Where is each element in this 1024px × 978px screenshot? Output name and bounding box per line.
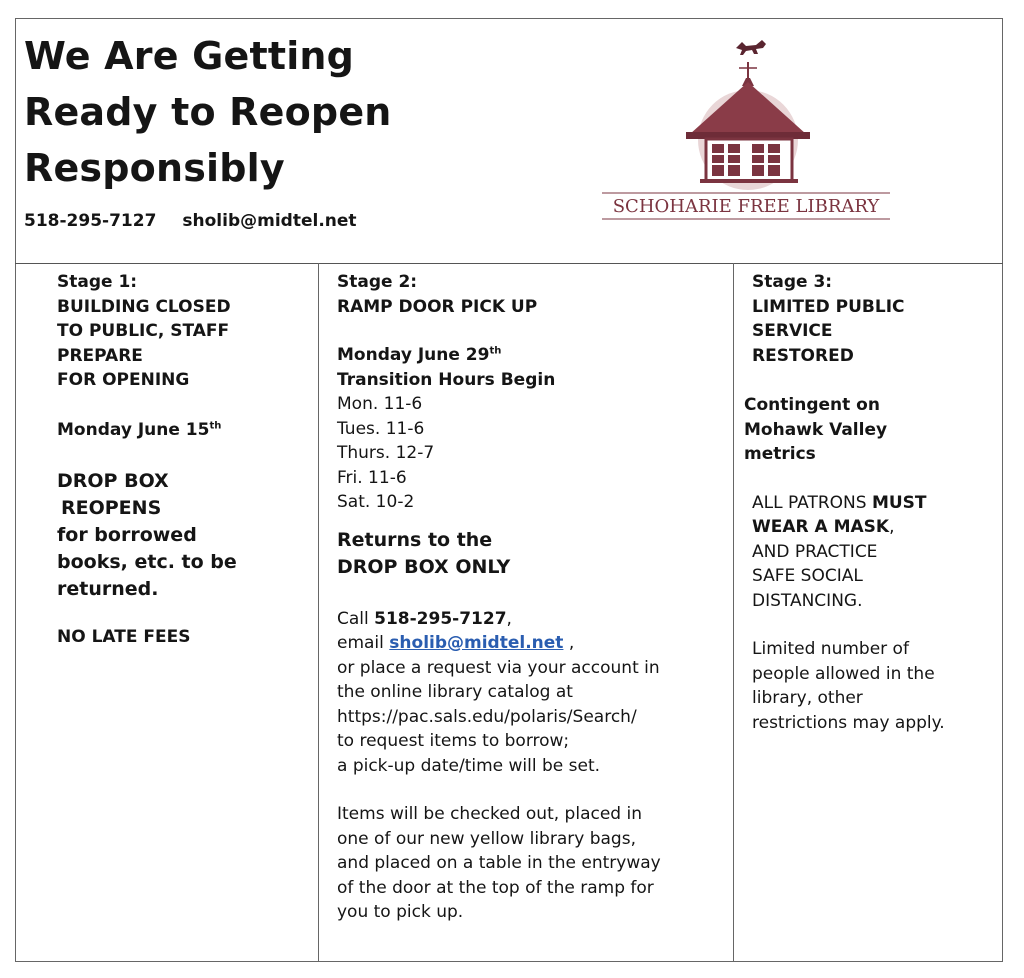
stage-1-status-line: BUILDING CLOSED: [57, 296, 231, 317]
dropbox-detail: books, etc. to be: [57, 551, 237, 573]
contingent-line: Mohawk Valley: [744, 419, 888, 440]
contact-info: [24, 211, 357, 231]
limited-line: Limited number of: [752, 639, 909, 659]
items-line: and placed on a table in the entryway: [337, 853, 661, 873]
email-link[interactable]: sholib@midtel.net: [389, 633, 564, 653]
dropbox-detail: for borrowed: [57, 524, 197, 546]
column-divider-2: [733, 263, 734, 962]
stage-1-status-line: FOR OPENING: [57, 370, 190, 390]
stage-3-status-line: SERVICE: [752, 321, 833, 341]
dropbox-line: REOPENS: [61, 497, 162, 519]
header-divider: [15, 263, 1003, 264]
hours-row: Thurs. 12-7: [337, 443, 435, 463]
hours-row: Fri. 11-6: [337, 467, 407, 488]
stage-1-status-line: PREPARE: [57, 345, 143, 366]
stage-1-heading: Stage 1:: [57, 272, 138, 292]
phone-number: 518-295-7127: [24, 211, 157, 231]
stage-2-date: Monday June 29th: [337, 345, 502, 365]
returns-line: DROP BOX ONLY: [337, 555, 511, 578]
stage-3-heading: Stage 3:: [752, 272, 833, 292]
limited-line: people allowed in the: [752, 663, 935, 684]
logo-text: SCHOHARIE FREE LIBRARY: [612, 196, 880, 217]
items-line: one of our new yellow library bags,: [337, 828, 636, 849]
mask-line: AND PRACTICE: [752, 541, 878, 562]
stage-1-dropbox: [57, 468, 307, 603]
limited-line: restrictions may apply.: [752, 712, 945, 733]
weathervane-icon: [736, 40, 766, 86]
title-line: We Are Getting: [24, 34, 355, 78]
stage-2-heading: Stage 2:: [337, 272, 418, 292]
title-line: Ready to Reopen: [24, 90, 392, 134]
stage-2-transition: Transition Hours Begin: [337, 369, 556, 390]
mask-line: DISTANCING.: [752, 590, 863, 611]
stage-1-date: Monday June 15th: [57, 419, 222, 440]
contingent-line: Contingent on: [744, 395, 880, 415]
stage-1-status-line: TO PUBLIC, STAFF: [57, 321, 230, 341]
request-line: or place a request via your account in: [337, 657, 660, 678]
library-logo: [596, 30, 896, 230]
stage-2-status: RAMP DOOR PICK UP: [337, 296, 538, 317]
limited-line: library, other: [752, 688, 863, 708]
dropbox-detail: returned.: [57, 578, 159, 600]
title-line: Responsibly: [24, 146, 285, 190]
email-line: email sholib@midtel.net ,: [337, 633, 575, 653]
mask-line: WEAR A MASK,: [752, 517, 895, 537]
stage-2-column: [337, 270, 727, 925]
request-line: a pick-up date/time will be set.: [337, 755, 601, 776]
request-line: to request items to borrow;: [337, 731, 570, 751]
no-late-fees: NO LATE FEES: [57, 627, 191, 647]
call-line: Call 518-295-7127,: [337, 608, 512, 629]
stage-3-column: [744, 270, 995, 735]
stage-3-status-line: LIMITED PUBLIC: [752, 296, 905, 317]
stage-1-column: [57, 270, 307, 650]
stage-3-status-line: RESTORED: [752, 345, 854, 366]
catalog-url: https://pac.sals.edu/polaris/Search/: [337, 706, 637, 727]
mask-line: ALL PATRONS MUST: [752, 492, 927, 513]
contingent-line: metrics: [744, 444, 816, 464]
hours-row: Mon. 11-6: [337, 394, 423, 414]
call-phone: 518-295-7127: [374, 608, 507, 629]
column-divider-1: [318, 263, 319, 962]
dropbox-line: DROP BOX: [57, 470, 169, 492]
mask-line: SAFE SOCIAL: [752, 566, 863, 586]
page-title: [24, 28, 392, 196]
returns-line: Returns to the: [337, 528, 493, 551]
items-line: you to pick up.: [337, 902, 464, 922]
items-line: of the door at the top of the ramp for: [337, 877, 654, 898]
hours-row: Sat. 10-2: [337, 492, 415, 512]
email-address: sholib@midtel.net: [182, 211, 357, 231]
cupola-icon: [686, 82, 810, 183]
items-line: Items will be checked out, placed in: [337, 804, 642, 824]
request-line: the online library catalog at: [337, 682, 573, 702]
hours-row: Tues. 11-6: [337, 418, 425, 439]
